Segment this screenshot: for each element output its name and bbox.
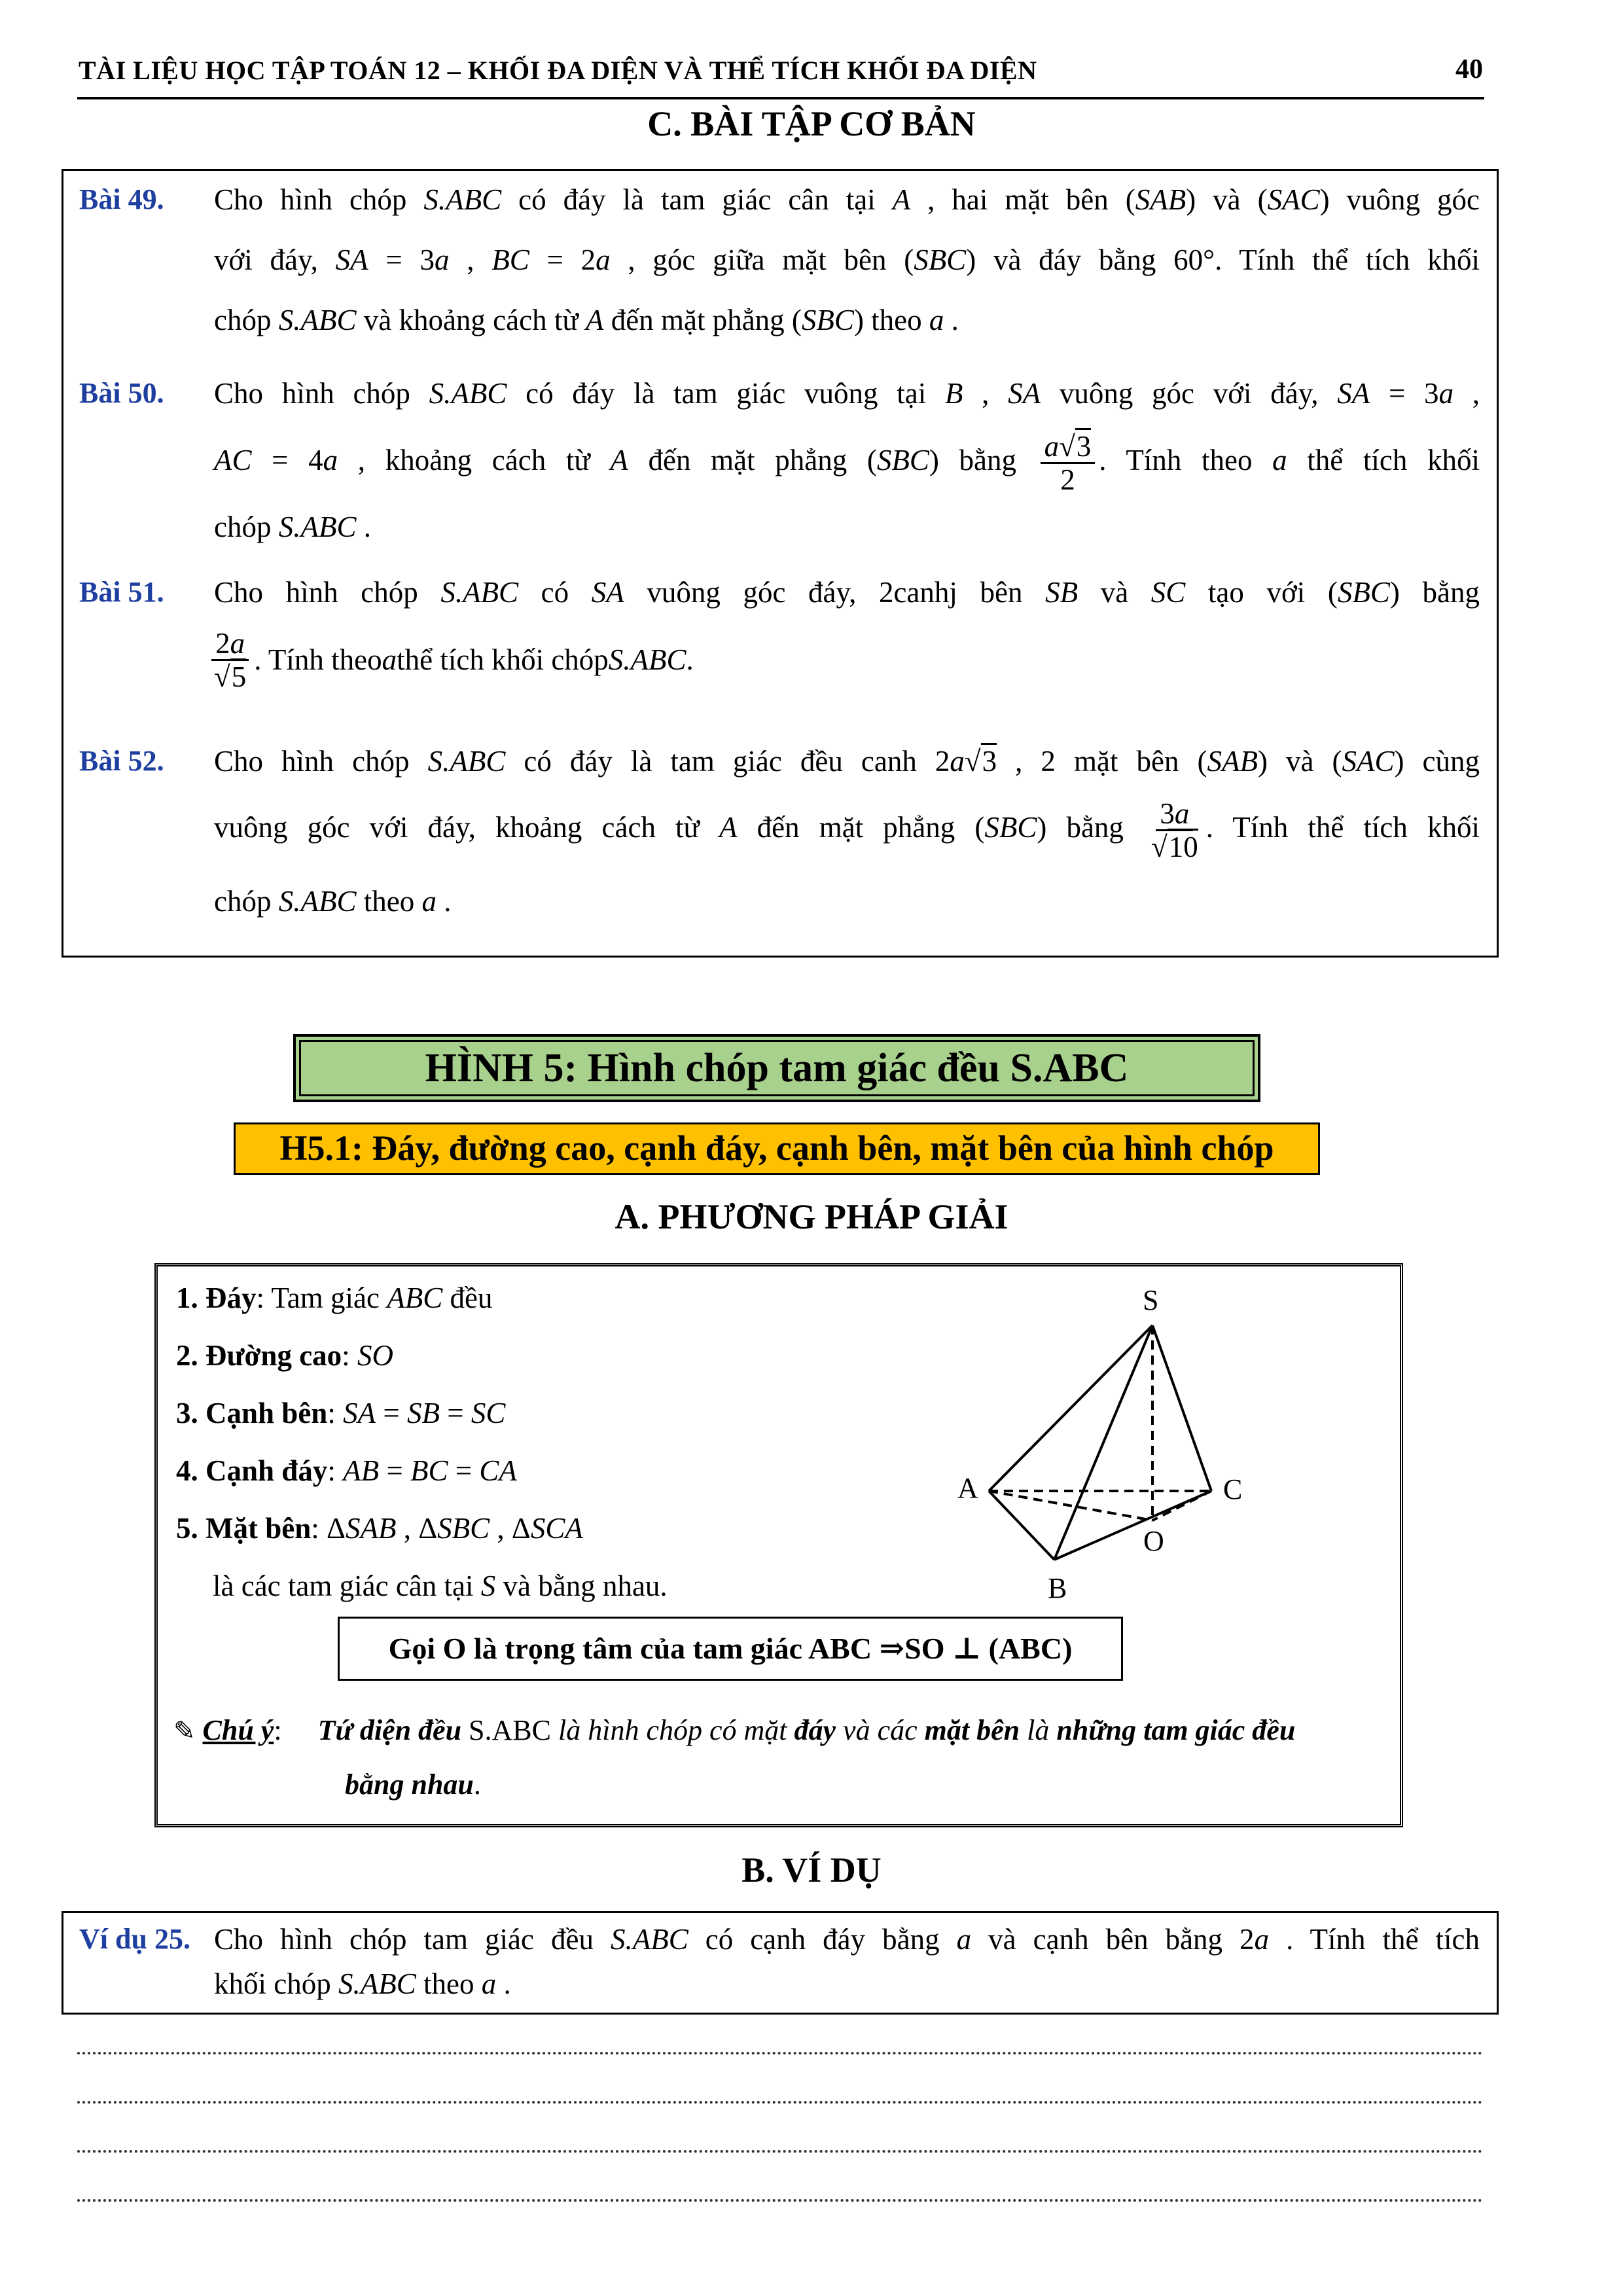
section-c-heading: C. BÀI TẬP CƠ BẢN (647, 104, 976, 143)
shape-title-banner: HÌNH 5: Hình chóp tam giác đều S.ABC (293, 1034, 1260, 1102)
header-title: TÀI LIỆU HỌC TẬP TOÁN 12 – KHỐI ĐA DIỆN VÀ THỂ TÍCH KHỐI ĐA DIỆN (79, 56, 1037, 85)
exercise-label: Bài 52. (79, 745, 164, 777)
exercise-label: Bài 51. (79, 576, 164, 608)
edge-SC (1152, 1325, 1211, 1491)
answer-line[interactable] (77, 2052, 1483, 2054)
exercise-box: Bài 49. Cho hình chóp S.ABC có đáy là tam giác cân tại A , hai mặt bên (SAB) và (SAC) vuông góc với đáy, SA = 3a , BC = 2a , góc giữa mặt bên (SBC) và đáy bằng 60°. Tính thể tích khối chóp S.ABC và khoảng cách từ A đến mặt phẳng (SBC) theo a . Bài 50. Cho hình chóp S.ABC có đáy là tam giác vuông tại B , SA vuông góc với đáy, SA = 3a , AC = 4a , khoảng cách từ A đến mặt phẳng (SBC) bằng $\frac{a√3}{2}$ . Tính theo a thể tích khối chóp S.ABC . Bài 51. Cho hình chóp S.ABC có SA vuông góc đáy, 2canhj bên SB và SC tạo với (SBC) bằng $\frac{2a}{√5}$ . Tính theo a thể tích khối chóp S.ABC . Bài 52. Cho hình chóp S.ABC có đáy là tam giác đều canh 2a√3 , 2 mặt bên (SAB) và (SAC) cùng vuông góc với đáy, khoảng cách từ A đến mặt phẳng (SBC) bằng $\frac{3a}{√10}$ . Tính thể tích khối chóp S.ABC theo a . (62, 169, 1499, 958)
edge-SA (989, 1325, 1152, 1491)
page-header (77, 51, 1484, 99)
subsection-banner: H5.1: Đáy, đường cao, cạnh đáy, cạnh bên, mặt bên của hình chóp (234, 1122, 1320, 1175)
label-B: B (1048, 1572, 1067, 1604)
method-item-1: 1. Đáy: Tam giác ABC đều (176, 1282, 493, 1314)
example-label: Ví dụ 25. (79, 1923, 190, 1955)
centroid-note-box: Gọi O là trọng tâm của tam giác ABC ⇒SO ⊥ (ABC) (338, 1617, 1123, 1681)
method-item-2: 2. Đường cao: SO (176, 1339, 393, 1372)
page-number: 40 (1455, 54, 1483, 84)
method-frame (154, 1263, 1403, 1827)
answer-line[interactable] (77, 2199, 1483, 2202)
exercise-label: Bài 50. (79, 377, 164, 409)
label-S: S (1143, 1284, 1159, 1316)
chu-y-note: ✎ Chú ý: Tứ diện đều S.ABC là hình chóp có mặt đáy và các mặt bên là những tam giác đều bằng nhau. (173, 1714, 1296, 1801)
label-A: A (957, 1472, 978, 1504)
section-a-heading: A. PHƯƠNG PHÁP GIẢI (615, 1197, 1008, 1236)
section-b-heading: B. VÍ DỤ (741, 1850, 882, 1890)
answer-line[interactable] (77, 2101, 1483, 2104)
method-item-4: 4. Cạnh đáy: AB = BC = CA (176, 1454, 517, 1487)
edge-AB (989, 1491, 1054, 1560)
answer-line[interactable] (77, 2150, 1483, 2153)
example-box: Ví dụ 25. Cho hình chóp tam giác đều S.ABC có cạnh đáy bằng a và cạnh bên bằng 2a . Tính thể tích khối chóp S.ABC theo a . (62, 1911, 1499, 2015)
method-item-3: 3. Cạnh bên: SA = SB = SC (176, 1397, 506, 1429)
label-O: O (1143, 1525, 1164, 1557)
pencil-icon: ✎ (173, 1716, 196, 1746)
method-item-5-cont: là các tam giác cân tại S và bằng nhau. (213, 1570, 668, 1602)
exercise-label: Bài 49. (79, 183, 164, 215)
method-item-5: 5. Mặt bên: ΔSAB , ΔSBC , ΔSCA (176, 1512, 583, 1545)
pyramid-diagram (943, 1273, 1310, 1626)
label-C: C (1223, 1473, 1243, 1505)
